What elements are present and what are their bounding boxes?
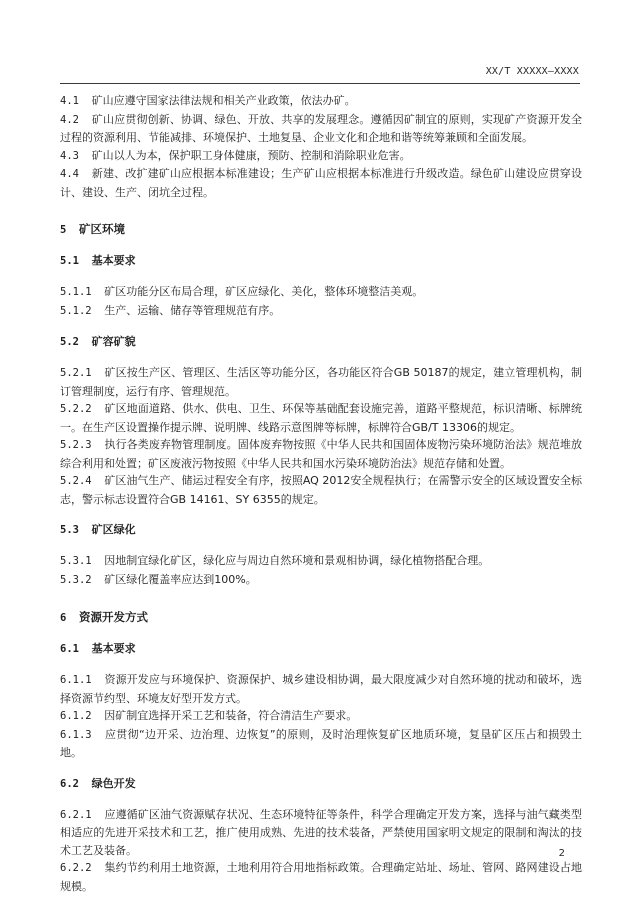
clause-text: 矿区按生产区、管理区、生活区等功能分区，各功能区符合GB 50187的规定，建立管理机构，制订管理制度，运行有序、管理规范。 (60, 366, 582, 398)
clause-text: 矿区绿化 (91, 523, 136, 536)
clause-number: 5.1.2 (60, 304, 105, 317)
spacer (60, 351, 582, 364)
clause-number: 5.3.1 (60, 555, 105, 567)
clause-paragraph (60, 859, 582, 895)
section-heading (60, 609, 582, 627)
clause-number: 6.2.1 (60, 808, 105, 821)
clause-text: 应遵循矿区油气资源赋存状况、生态环境特征等条件，科学合理确定开发方案，选择与油气藏类型相适应的先进开采技术和工艺，推广使用成熟、先进的技术装备，严禁使用国家明文规定的限制和淘汰的技术工艺及装备。 (60, 807, 582, 857)
clause-text: 矿区油气生产、储运过程安全有序，按照AQ 2012安全规程执行；在需警示安全的区域设置安全标志，警示标志设置符合GB 14161、SY 6355的规定。 (60, 474, 582, 506)
clause-text: 基本要求 (91, 254, 136, 267)
spacer (60, 320, 582, 333)
spacer (60, 239, 582, 252)
clause-number: 5.1 (60, 255, 92, 267)
clause-paragraph (60, 147, 582, 166)
clause-number: 6.1.3 (60, 728, 105, 741)
clause-number: 5.2 (60, 336, 92, 348)
clause-text: 资源开发应与环境保护、资源保护、城乡建设相协调，最大限度减少对自然环境的扰动和破坏，选择资源节约型、环境友好型开发方式。 (60, 673, 582, 705)
clause-number: 4.1 (60, 95, 92, 107)
spacer (60, 539, 582, 552)
subsection-heading (60, 640, 582, 658)
clause-paragraph (60, 436, 582, 472)
spacer (60, 793, 582, 806)
clause-paragraph (60, 552, 582, 571)
clause-text: 矿容矿貌 (91, 335, 136, 348)
subsection-heading (60, 252, 582, 270)
clause-text: 绿色开发 (91, 776, 136, 790)
clause-text: 矿区地面道路、供水、供电、卫生、环保等基础配套设施完善，道路平整规范，标识清晰、标牌统一。在生产区设置操作提示牌、说明牌、线路示意图牌等标牌，标牌符合GB/T 13306的规定。 (60, 402, 582, 434)
document-body (60, 92, 582, 895)
clause-paragraph (60, 726, 582, 762)
clause-paragraph (60, 806, 582, 860)
clause-text: 集约节约利用土地资源，土地利用符合用地指标政策。合理确定站址、场址、管网、路网建设占地规模。 (60, 861, 582, 893)
spacer (60, 270, 582, 283)
clause-paragraph (60, 472, 582, 508)
clause-paragraph (60, 302, 582, 321)
clause-number: 5.2.2 (60, 403, 105, 415)
standard-code: XX/T XXXXX—XXXX (485, 66, 579, 77)
clause-number: 6.2 (60, 777, 92, 790)
spacer (60, 508, 582, 521)
clause-number: 6.2.2 (60, 862, 105, 874)
clause-number: 4.2 (60, 113, 92, 126)
subsection-heading (60, 521, 582, 539)
clause-number: 4.4 (60, 168, 92, 180)
clause-text: 矿区绿化覆盖率应达到100%。 (104, 572, 257, 586)
subsection-heading (60, 775, 582, 793)
clause-number: 5 (60, 224, 79, 236)
clause-text: 新建、改扩建矿山应根据本标准建设；生产矿山应根据本标准进行升级改造。绿色矿山建设应贯穿设计、建设、生产、闭坑全过程。 (60, 167, 583, 199)
clause-number: 4.3 (60, 149, 92, 162)
spacer (60, 201, 582, 221)
clause-paragraph (60, 707, 582, 726)
clause-text: 矿区功能分区布局合理，矿区应绿化、美化，整体环境整洁美观。 (104, 285, 424, 298)
clause-text: 基本要求 (91, 642, 136, 655)
section-heading (60, 221, 582, 239)
clause-number: 6.1.1 (60, 674, 105, 686)
clause-text: 因矿制宜选择开采工艺和装备，符合清洁生产要求。 (104, 709, 358, 722)
clause-text: 矿山以人为本，保护职工身体健康，预防、控制和消除职业危害。 (91, 148, 411, 162)
clause-number: 6.1.2 (60, 710, 105, 722)
clause-paragraph (60, 571, 582, 590)
spacer (60, 762, 582, 775)
clause-paragraph (60, 111, 582, 147)
header-rule (60, 83, 580, 84)
clause-number: 5.3 (60, 524, 92, 536)
clause-text: 执行各类废弃物管理制度。固体废弃物按照《中华人民共和国固体废物污染环境防治法》规范堆放综合利用和处置；矿区废液污物按照《中华人民共和国水污染环境防治法》规范存储和处置。 (60, 438, 582, 470)
clause-number: 5.2.3 (60, 439, 105, 451)
clause-text: 矿山应贯彻创新、协调、绿色、开放、共享的发展理念。遵循因矿制宜的原则，实现矿产资源开发全过程的资源利用、节能减排、环境保护、土地复垦、企业文化和企地和谐等统筹兼顾和全面发展。 (60, 112, 583, 144)
clause-paragraph (60, 92, 582, 111)
clause-number: 5.3.2 (60, 573, 105, 586)
spacer (60, 589, 582, 609)
clause-text: 生产、运输、储存等管理规范有序。 (104, 303, 281, 317)
spacer (60, 627, 582, 640)
clause-paragraph (60, 364, 582, 400)
clause-paragraph (60, 671, 582, 707)
clause-text: 矿区环境 (78, 222, 125, 236)
clause-text: 资源开发方式 (78, 610, 148, 624)
page-number: 2 (558, 848, 565, 859)
clause-paragraph (60, 165, 582, 201)
clause-text: 因地制宜绿化矿区，绿化应与周边自然环境和景观相协调，绿化植物搭配合理。 (104, 554, 490, 567)
clause-number: 5.1.1 (60, 286, 105, 298)
clause-paragraph (60, 400, 582, 436)
spacer (60, 658, 582, 671)
clause-text: 矿山应遵守国家法律法规和相关产业政策，依法办矿。 (91, 94, 356, 107)
clause-number: 6.1 (60, 643, 92, 655)
clause-paragraph (60, 283, 582, 302)
clause-text: 应贯彻“边开采、边治理、边恢复”的原则，及时治理恢复矿区地质环境，复垦矿区压占和损毁土地。 (60, 727, 582, 759)
clause-number: 6 (60, 612, 79, 624)
subsection-heading (60, 333, 582, 351)
clause-number: 5.2.4 (60, 475, 105, 487)
clause-number: 5.2.1 (60, 367, 105, 379)
